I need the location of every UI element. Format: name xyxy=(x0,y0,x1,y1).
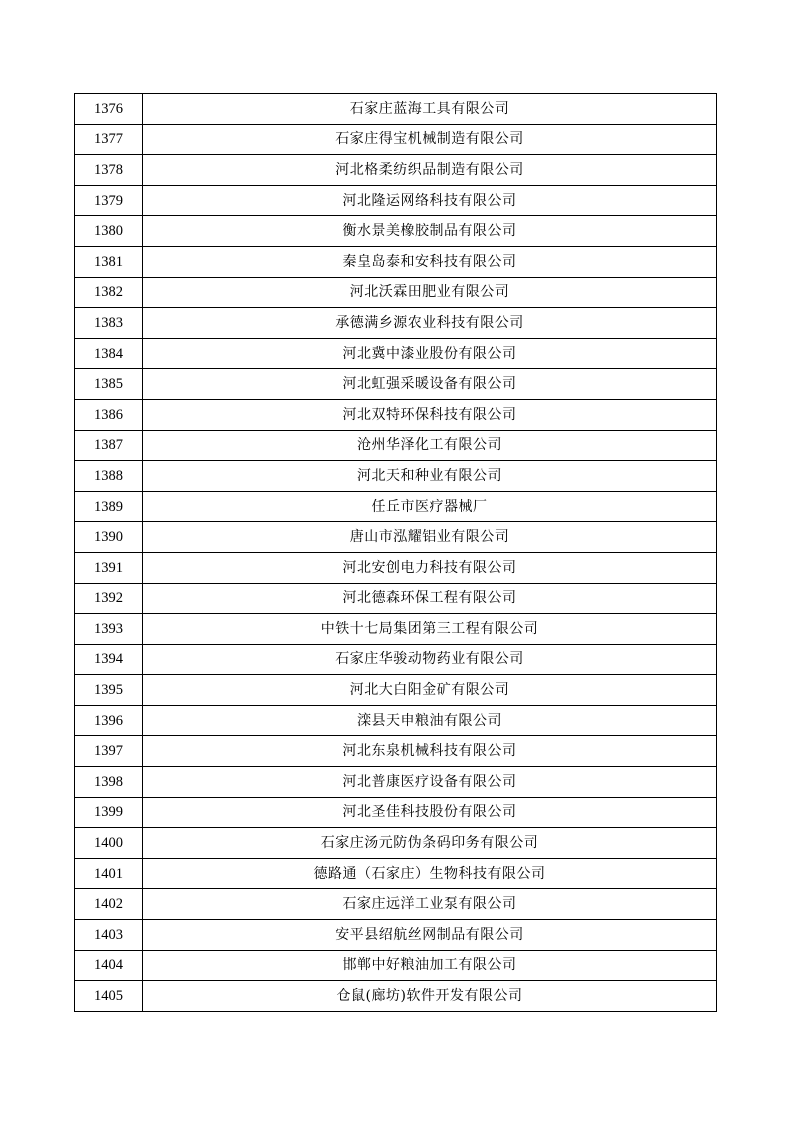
table-row xyxy=(75,920,717,951)
table-row xyxy=(75,767,717,798)
table-row xyxy=(75,491,717,522)
company-name: 石家庄蓝海工具有限公司 xyxy=(143,94,717,125)
table-row xyxy=(75,675,717,706)
table-row xyxy=(75,889,717,920)
company-name: 沧州华泽化工有限公司 xyxy=(143,430,717,461)
row-number: 1382 xyxy=(75,277,143,308)
company-name: 河北普康医疗设备有限公司 xyxy=(143,767,717,798)
company-list-table xyxy=(74,93,717,1012)
company-name: 石家庄汤元防伪条码印务有限公司 xyxy=(143,828,717,859)
company-name: 石家庄得宝机械制造有限公司 xyxy=(143,124,717,155)
company-name: 石家庄华骏动物药业有限公司 xyxy=(143,644,717,675)
company-name: 安平县绍航丝网制品有限公司 xyxy=(143,920,717,951)
company-name: 河北虹强采暖设备有限公司 xyxy=(143,369,717,400)
table-row xyxy=(75,369,717,400)
row-number: 1387 xyxy=(75,430,143,461)
row-number: 1377 xyxy=(75,124,143,155)
company-name: 河北德森环保工程有限公司 xyxy=(143,583,717,614)
company-name: 仓鼠(廊坊)软件开发有限公司 xyxy=(143,981,717,1012)
row-number: 1379 xyxy=(75,185,143,216)
row-number: 1380 xyxy=(75,216,143,247)
table-row xyxy=(75,981,717,1012)
company-name: 德路通（石家庄）生物科技有限公司 xyxy=(143,858,717,889)
table-row xyxy=(75,277,717,308)
row-number: 1400 xyxy=(75,828,143,859)
row-number: 1394 xyxy=(75,644,143,675)
table-row xyxy=(75,858,717,889)
table-row xyxy=(75,94,717,125)
table-row xyxy=(75,155,717,186)
company-name: 河北大白阳金矿有限公司 xyxy=(143,675,717,706)
company-name: 邯郸中好粮油加工有限公司 xyxy=(143,950,717,981)
company-name: 河北格柔纺织品制造有限公司 xyxy=(143,155,717,186)
table-row xyxy=(75,246,717,277)
company-name: 秦皇岛泰和安科技有限公司 xyxy=(143,246,717,277)
row-number: 1389 xyxy=(75,491,143,522)
table-row xyxy=(75,797,717,828)
row-number: 1396 xyxy=(75,705,143,736)
row-number: 1398 xyxy=(75,767,143,798)
table-row xyxy=(75,185,717,216)
table-row xyxy=(75,399,717,430)
company-name: 河北东泉机械科技有限公司 xyxy=(143,736,717,767)
table-row xyxy=(75,124,717,155)
table-row xyxy=(75,828,717,859)
row-number: 1403 xyxy=(75,920,143,951)
company-name: 河北安创电力科技有限公司 xyxy=(143,552,717,583)
row-number: 1381 xyxy=(75,246,143,277)
row-number: 1383 xyxy=(75,308,143,339)
table-row xyxy=(75,583,717,614)
company-name: 任丘市医疗器械厂 xyxy=(143,491,717,522)
row-number: 1393 xyxy=(75,614,143,645)
row-number: 1399 xyxy=(75,797,143,828)
company-name: 河北沃霖田肥业有限公司 xyxy=(143,277,717,308)
company-name: 石家庄远洋工业泵有限公司 xyxy=(143,889,717,920)
company-name: 衡水景美橡胶制品有限公司 xyxy=(143,216,717,247)
table-row xyxy=(75,216,717,247)
row-number: 1376 xyxy=(75,94,143,125)
row-number: 1390 xyxy=(75,522,143,553)
row-number: 1378 xyxy=(75,155,143,186)
table-body xyxy=(75,94,717,1012)
company-name: 河北圣佳科技股份有限公司 xyxy=(143,797,717,828)
row-number: 1384 xyxy=(75,338,143,369)
row-number: 1386 xyxy=(75,399,143,430)
row-number: 1391 xyxy=(75,552,143,583)
table-row xyxy=(75,552,717,583)
company-name: 中铁十七局集团第三工程有限公司 xyxy=(143,614,717,645)
table-row xyxy=(75,644,717,675)
company-name: 唐山市泓耀铝业有限公司 xyxy=(143,522,717,553)
company-name: 河北隆运网络科技有限公司 xyxy=(143,185,717,216)
table-row xyxy=(75,614,717,645)
row-number: 1404 xyxy=(75,950,143,981)
table-row xyxy=(75,338,717,369)
row-number: 1395 xyxy=(75,675,143,706)
table-row xyxy=(75,308,717,339)
row-number: 1392 xyxy=(75,583,143,614)
table-row xyxy=(75,430,717,461)
row-number: 1397 xyxy=(75,736,143,767)
company-name: 河北冀中漆业股份有限公司 xyxy=(143,338,717,369)
table-row xyxy=(75,705,717,736)
table-row xyxy=(75,461,717,492)
table-row xyxy=(75,950,717,981)
company-name: 河北双特环保科技有限公司 xyxy=(143,399,717,430)
row-number: 1388 xyxy=(75,461,143,492)
row-number: 1401 xyxy=(75,858,143,889)
row-number: 1385 xyxy=(75,369,143,400)
table-row xyxy=(75,522,717,553)
company-name: 承德满乡源农业科技有限公司 xyxy=(143,308,717,339)
table-row xyxy=(75,736,717,767)
row-number: 1402 xyxy=(75,889,143,920)
row-number: 1405 xyxy=(75,981,143,1012)
company-name: 河北天和种业有限公司 xyxy=(143,461,717,492)
company-name: 滦县天申粮油有限公司 xyxy=(143,705,717,736)
